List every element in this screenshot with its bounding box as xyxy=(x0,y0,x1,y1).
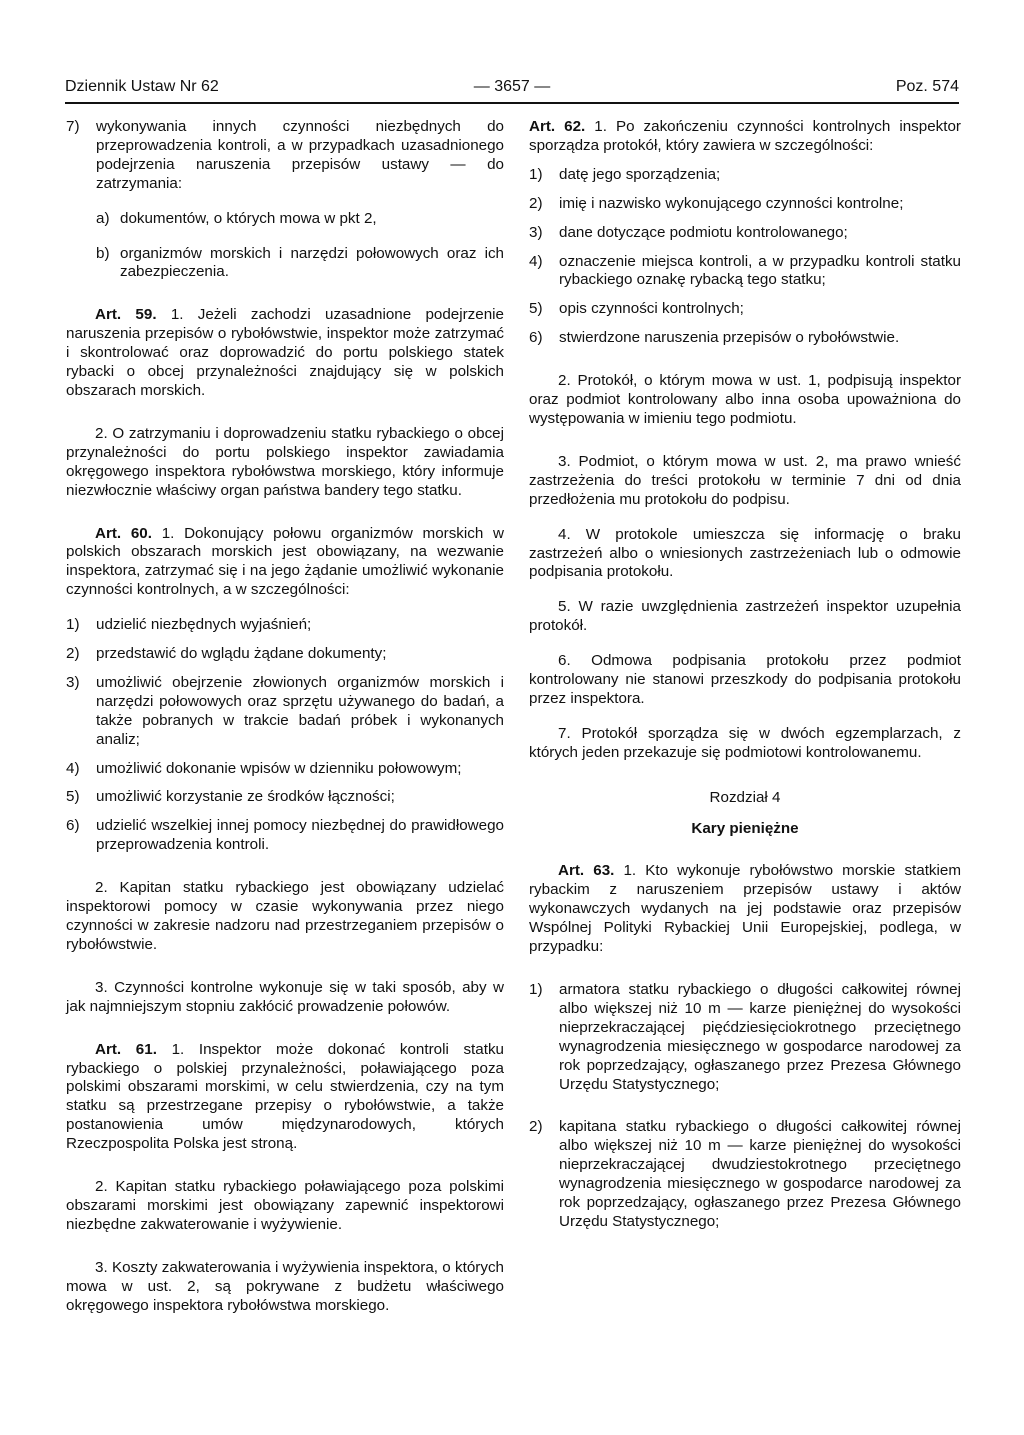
paragraph: 2. Kapitan statku rybackiego poławiającego poza polskimi obszarami morskimi jest obowiązany zapewnić inspektorowi niezbędne zakwaterowanie i wyżywienie. xyxy=(66,1178,504,1233)
item-number: 1) xyxy=(66,616,80,634)
article-paragraph xyxy=(529,862,961,957)
list-item xyxy=(66,788,504,807)
list-item xyxy=(529,166,961,185)
list-item xyxy=(66,817,504,855)
paragraph: 7. Protokół sporządza się w dwóch egzemplarzach, z których jeden przekazuje się podmiotowi kontrolowanemu. xyxy=(529,724,961,761)
chapter-number: Rozdział 4 xyxy=(709,788,781,806)
chapter-title: Kary pieniężne xyxy=(691,819,799,837)
paragraph: 2. Protokół, o którym mowa w ust. 1, podpisują inspektor oraz podmiot kontrolowany albo inna osoba upoważniona do występowania w imieniu tego podmiotu. xyxy=(529,372,961,427)
paragraph: 3. Czynności kontrolne wykonuje się w taki sposób, aby w jak najmniejszym stopniu zakłócić prowadzenie połowów. xyxy=(66,978,504,1015)
paragraph: 2. Kapitan statku rybackiego jest obowiązany udzielać inspektorowi pomocy w czasie wykonywania przez niego czynności w zakresie nadzoru nad przestrzeganiem przepisów o rybołówstwie. xyxy=(66,879,504,953)
item-number: 7) xyxy=(66,118,80,135)
article-label: Art. 61. xyxy=(95,1040,157,1058)
item-number: 6) xyxy=(529,329,543,347)
paragraph-text: 1. Po zakończeniu czynności kontrolnych inspektor sporządza protokół, który zawiera w szczególności: xyxy=(529,118,961,154)
paragraph-text: 1. Jeżeli zachodzi uzasadnione podejrzenie naruszenia przepisów o rybołówstwie, inspektor może zatrzymać i skontrolować oraz doprowadzić do portu polskiego statek rybacki o obcej przynależności znajdujący się w polskich obszarach morskich. xyxy=(66,306,504,399)
list-item xyxy=(529,253,961,291)
item-text: organizmów morskich i narzędzi połowowych oraz ich zabezpieczenia. xyxy=(120,244,504,281)
list-item xyxy=(529,981,961,1094)
paragraph: 6. Odmowa podpisania protokołu przez podmiot kontrolowany nie stanowi przeszkody do podpisania protokołu przez inspektora. xyxy=(529,652,961,707)
list-item xyxy=(529,195,961,214)
paragraph: 5. W razie uwzględnienia zastrzeżeń inspektor uzupełnia protokół. xyxy=(529,598,961,635)
item-number: 4) xyxy=(66,759,80,777)
list-item xyxy=(529,224,961,243)
paragraph: 4. W protokole umieszcza się informację o braku zastrzeżeń albo o wniesionych zastrzeżeniach lub o odmowie podpisania protokołu. xyxy=(529,525,961,581)
item-number: 2) xyxy=(529,1118,543,1136)
right-column xyxy=(529,118,961,1232)
item-text: stwierdzone naruszenia przepisów o rybołówstwie. xyxy=(559,329,900,347)
list-item xyxy=(529,1118,961,1231)
item-number: 5) xyxy=(529,300,543,318)
item-number: 1) xyxy=(529,165,543,183)
list-item xyxy=(66,760,504,779)
item-text: armatora statku rybackiego o długości całkowitej równej albo większej niż 10 m — karze pieniężnej do wysokości nieprzekraczającej pięćdziesięciokrotnego przeciętnego wynagrodzenia miesięcznego w gospodarce narodowej za rok poprzedzający, ogłaszanego przez Prezesa Głównego Urzędu Statystycznego; xyxy=(559,981,961,1093)
article-paragraph xyxy=(66,306,504,401)
item-number: 3) xyxy=(66,673,80,691)
item-text: dane dotyczące podmiotu kontrolowanego; xyxy=(559,223,848,241)
list-item xyxy=(66,210,504,229)
item-number: 2) xyxy=(529,194,543,212)
list-item xyxy=(66,616,504,635)
item-text: przedstawić do wglądu żądane dokumenty; xyxy=(96,645,387,663)
item-text: opis czynności kontrolnych; xyxy=(559,300,744,318)
paragraph: 3. Podmiot, o którym mowa w ust. 2, ma prawo wnieść zastrzeżenia do treści protokołu w terminie 7 dni od dnia przedłożenia mu protokołu do podpisu. xyxy=(529,452,961,508)
paragraph: 3. Koszty zakwaterowania i wyżywienia inspektora, o których mowa w ust. 2, są pokrywane z budżetu właściwego okręgowego inspektora rybołówstwa morskiego. xyxy=(66,1258,504,1314)
item-number: 2) xyxy=(66,645,80,663)
item-text: wykonywania innych czynności niezbędnych do przeprowadzenia kontroli, a w przypadkach uzasadnionego podejrzenia naruszenia przepisów ustawy — do zatrzymania: xyxy=(96,118,504,192)
article-label: Art. 60. xyxy=(95,524,152,542)
list-item xyxy=(529,300,961,319)
left-column xyxy=(66,118,504,1316)
item-text: dokumentów, o których mowa w pkt 2, xyxy=(120,209,377,227)
item-text: oznaczenie miejsca kontroli, a w przypadku kontroli statku rybackiego oznakę rybacką tego statku; xyxy=(559,252,961,289)
journal-title: Dziennik Ustaw Nr 62 xyxy=(65,78,219,95)
item-text: umożliwić dokonanie wpisów w dzienniku połowowym; xyxy=(96,759,462,777)
item-number: 6) xyxy=(66,817,80,835)
article-paragraph xyxy=(66,1041,504,1154)
item-text: datę jego sporządzenia; xyxy=(559,165,721,183)
paragraph: 2. O zatrzymaniu i doprowadzeniu statku rybackiego o obcej przynależności do portu polskiego inspektor zawiadamia okręgowego inspektora rybołówstwa morskiego, który informuje niezwłocznie właściwy organ państwa bandery tego statku. xyxy=(66,424,504,499)
item-text: kapitana statku rybackiego o długości całkowitej równej albo większej niż 10 m — karze pieniężnej do wysokości nieprzekraczającej dwudziestokrotnego przeciętnego wynagrodzenia miesięcznego w gospodarce narodowej za rok poprzedzający, ogłaszanego przez Prezesa Głównego Urzędu Statystycznego; xyxy=(559,1118,961,1230)
item-number: 3) xyxy=(529,223,543,241)
article-63-list xyxy=(529,981,961,1232)
item-number: 4) xyxy=(529,252,543,270)
article-label: Art. 63. xyxy=(558,862,615,880)
list-item xyxy=(66,645,504,664)
page-header xyxy=(65,76,959,104)
article-paragraph xyxy=(529,118,961,156)
item-number: 5) xyxy=(66,788,80,806)
page-number: — 3657 — xyxy=(473,78,551,95)
item-text: udzielić niezbędnych wyjaśnień; xyxy=(96,616,312,634)
article-label: Art. 59. xyxy=(95,306,157,324)
article-label: Art. 62. xyxy=(529,118,586,135)
item-text: umożliwić korzystanie ze środków łączności; xyxy=(96,788,395,806)
list-item xyxy=(66,245,504,283)
item-number: 1) xyxy=(529,981,543,998)
item-letter: a) xyxy=(96,209,110,227)
article-60-list xyxy=(66,616,504,855)
item-letter: b) xyxy=(96,244,110,262)
item-text: udzielić wszelkiej innej pomocy niezbędnej do prawidłowego przeprowadzenia kontroli. xyxy=(96,817,504,854)
list-item xyxy=(66,674,504,750)
list-item xyxy=(66,118,504,194)
paragraph-text: 1. Inspektor może dokonać kontroli statku rybackiego o polskiej przynależności, poławiającego poza polskimi obszarami morskimi, w celu stwierdzenia, czy na tym statku są przestrzegane przepisy o rybołówstwie, a także postanowienia umów międzynarodowych, których Rzeczpospolita Polska jest stroną. xyxy=(66,1040,504,1153)
item-text: umożliwić obejrzenie złowionych organizmów morskich i narzędzi połowowych oraz sprzętu używanego do badań, a także pobranych w trakcie badań próbek i wykonanych analiz; xyxy=(96,673,504,748)
position-number: Poz. 574 xyxy=(895,78,959,95)
article-62-list xyxy=(529,166,961,348)
paragraph-text: 1. Kto wykonuje rybołówstwo morskie statkiem rybackim z naruszeniem przepisów ustawy i aktów wykonawczych wydanych na jej podstawie oraz przepisów Wspólnej Polityki Rybackiej Unii Europejskiej, podlega, w przypadku: xyxy=(529,862,961,956)
article-paragraph xyxy=(66,525,504,601)
list-item xyxy=(529,329,961,348)
paragraph-text: 1. Dokonujący połowu organizmów morskich w polskich obszarach morskich jest obowiązany, na wezwanie inspektora, zatrzymać się i na jego żądanie umożliwić wykonanie czynności kontrolnych, a w szczególności: xyxy=(66,524,504,599)
item-text: imię i nazwisko wykonującego czynności kontrolne; xyxy=(559,194,904,212)
